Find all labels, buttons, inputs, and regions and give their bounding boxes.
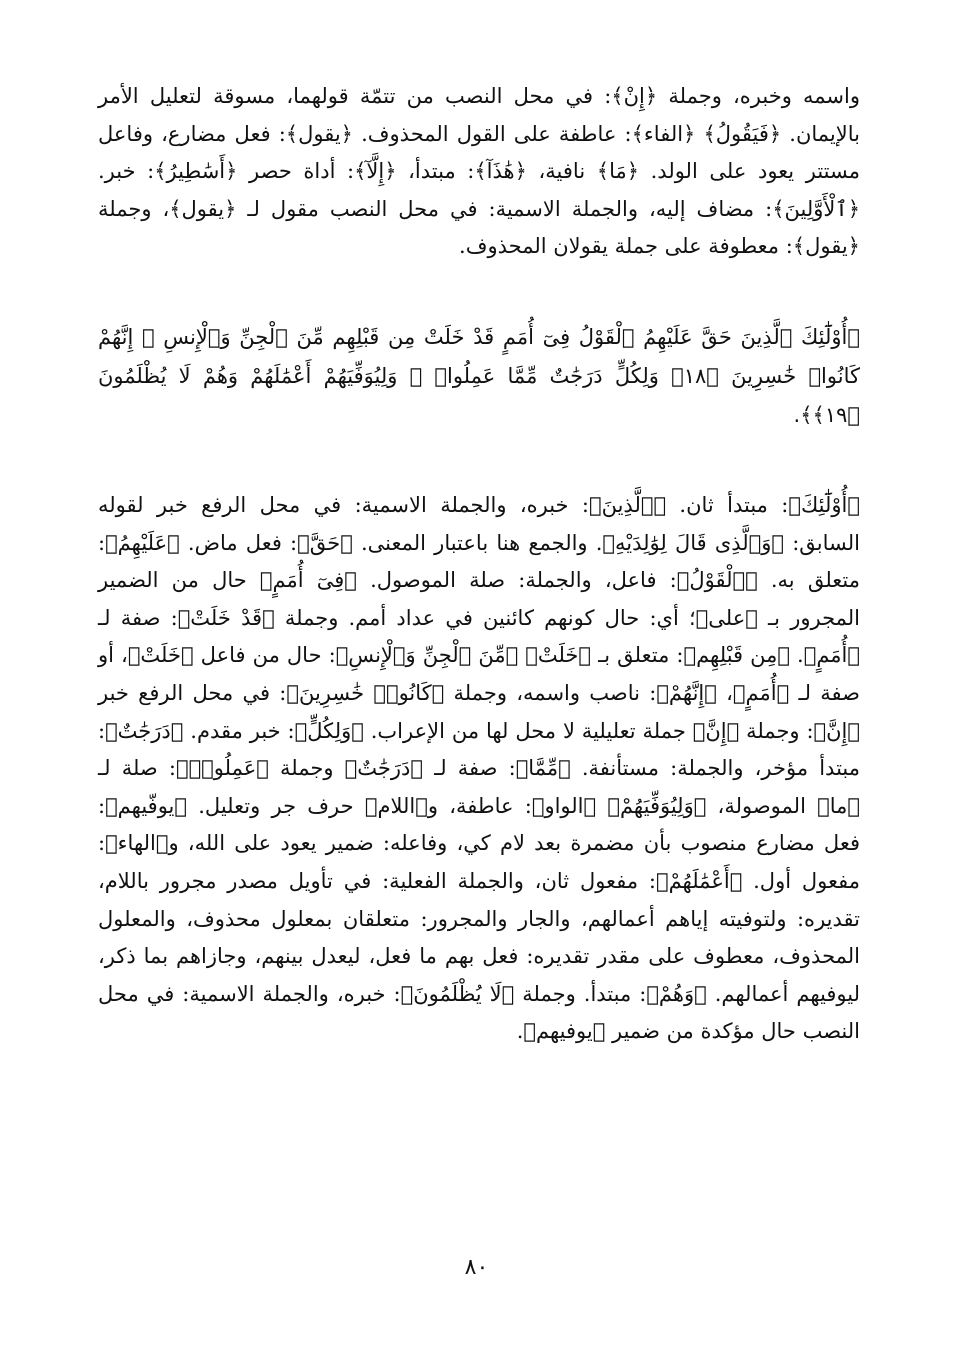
- page-number: ٨٠: [464, 1255, 489, 1280]
- paragraph-parsing: ﴿أُوْلَٰٓئِكَ﴾: مبتدأ ثان. ﴿ٱلَّذِينَ﴾: خبره، والجملة الاسمية: في محل الرفع خبر لقوله السابق: ﴿وَٱلَّذِى قَالَ لِوَٰلِدَيْهِ﴾. والجمع هنا باعتبار المعنى. ﴿حَقَّ﴾: فعل ماض. ﴿عَلَيْهِمُ﴾: متعلق به. ﴿ٱلْقَوْلُ﴾: فاعل، والجملة: صلة الموصول. ﴿فِىٓ أُمَمٍ﴾ حال من الضمير المجرور بـ ﴿على﴾؛ أي: حال كونهم كائنين في عداد أمم. وجملة ﴿قَدْ خَلَتْ﴾: صفة لـ ﴿أُمَمٍ﴾. ﴿مِن قَبْلِهِم﴾: متعلق بـ ﴿خَلَتْ﴾ ﴿مِّنَ ٱلْجِنِّ وَٱلْإِنسِ﴾: حال من فاعل ﴿خَلَتْ﴾، أو صفة لـ ﴿أُمَمٍ﴾، ﴿إِنَّهُمْ﴾: ناصب واسمه، وجملة ﴿كَانُوا۟ خَٰسِرِينَ﴾: في محل الرفع خبر ﴿إِنَّ﴾: وجملة ﴿إِنَّ﴾ جملة تعليلية لا محل لها من الإعراب. ﴿وَلِكُلٍّ﴾: خبر مقدم. ﴿دَرَجَٰتٌ﴾: مبتدأ مؤخر، والجملة: مستأنفة. ﴿مِّمَّا﴾: صفة لـ ﴿دَرَجَٰتٌ﴾ وجملة ﴿عَمِلُوا۟﴾: صلة لـ ﴿ما﴾ الموصولة، ﴿وَلِيُوَفِّيَهُمْ﴾ ﴿الواو﴾: عاطفة، و﴿اللام﴾ حرف جر وتعليل. ﴿يوفّيهم﴾: فعل مضارع منصوب بأن مضمرة بعد لام كي، وفاعله: ضمير يعود على الله، و﴿الهاء﴾: مفعول أول. ﴿أَعْمَٰلَهُمْ﴾: مفعول ثان، والجملة الفعلية: في تأويل مصدر مجرور باللام، تقديره: ولتوفيته إياهم أعمالهم، والجار والمجرور: متعلقان بمعلول محذوف، والمعلول المحذوف، معطوف على مقدر تقديره: فعل بهم ما فعل، ليعدل بينهم، وجازاهم بما ذكر، ليوفيهم أعمالهم. ﴿وَهُمْ﴾: مبتدأ. وجملة ﴿لَا يُظْلَمُونَ﴾: خبره، والجملة الاسمية: في محل النصب حال مؤكدة من ضمير ﴿يوفيهم﴾.: [98, 492, 860, 1044]
- quran-verse: ﴿أُوْلَٰٓئِكَ ٱلَّذِينَ حَقَّ عَلَيْهِمُ ٱلْقَوْلُ فِىٓ أُمَمٍ قَدْ خَلَتْ مِن قَبْلِهِم مِّنَ ٱلْجِنِّ وَٱلْإِنسِ ۖ إِنَّهُمْ كَانُوا۟ خَٰسِرِينَ ﴿١٨﴾ وَلِكُلٍّ دَرَجَٰتٌ مِّمَّا عَمِلُوا۟ ۖ وَلِيُوَفِّيَهُمْ أَعْمَٰلَهُمْ وَهُمْ لَا يُظْلَمُونَ ﴿١٩﴾﴾.: [98, 324, 860, 427]
- paragraph-intro: واسمه وخبره، وجملة ﴿إِنْ﴾: في محل النصب من تتمّة قولهما، مسوقة لتعليل الأمر بالإيمان. ﴿فَيَقُولُ﴾ ﴿الفاء﴾: عاطفة على القول المحذوف. ﴿يقول﴾: فعل مضارع، وفاعل مستتر يعود على الولد. ﴿مَا﴾ نافية، ﴿هَٰذَآ﴾: مبتدأ، ﴿إِلَّآ﴾: أداة حصر ﴿أَسَٰطِيرُ﴾: خبر. ﴿ٱلْأَوَّلِينَ﴾: مضاف إليه، والجملة الاسمية: في محل النصب مقول لـ ﴿يقول﴾، وجملة ﴿يقول﴾: معطوفة على جملة يقولان المحذوف.: [98, 84, 860, 259]
